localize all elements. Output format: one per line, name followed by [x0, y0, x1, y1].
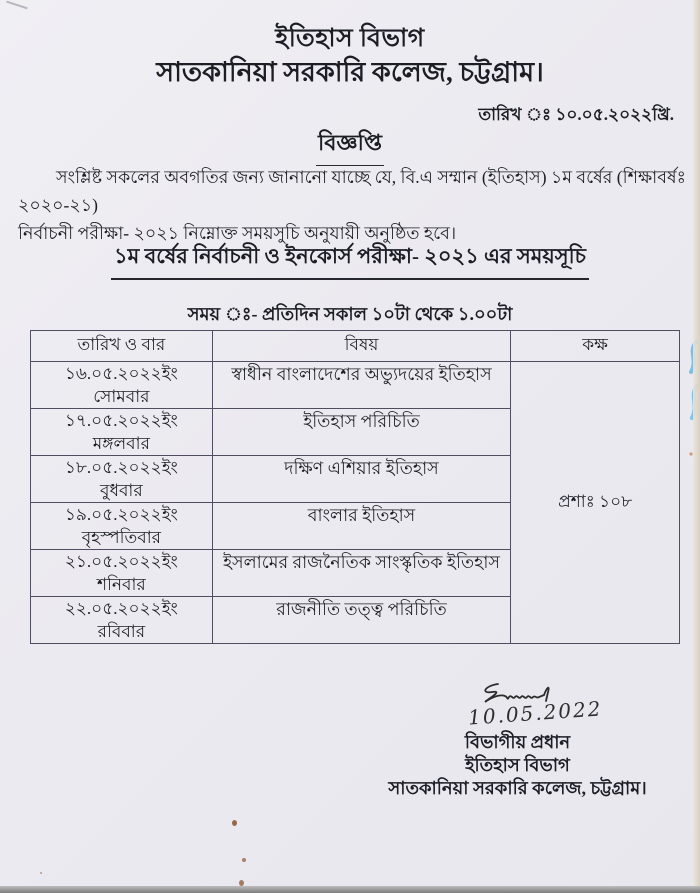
date-line: তারিখ ঃ ১০.০৫.২০২২খ্রি. [478, 105, 674, 124]
exam-day: রবিবার [97, 622, 146, 641]
signatory-block [385, 731, 650, 800]
notice-heading-wrap [0, 126, 700, 166]
date-cell [31, 409, 213, 456]
date-cell [31, 550, 213, 597]
subject-cell: দক্ষিণ এশিয়ার ইতিহাস [212, 456, 511, 503]
exam-date: ১৭.০৫.২০২২ইং [64, 411, 178, 430]
date-cell [31, 362, 213, 409]
exam-date: ২১.০৫.২০২২ইং [64, 552, 178, 571]
subject-cell: ইতিহাস পরিচিতি [212, 409, 511, 456]
exam-date: ১৮.০৫.২০২২ইং [64, 458, 178, 477]
exam-day: বৃহস্পতিবার [81, 528, 161, 547]
exam-schedule-table [30, 330, 680, 644]
paper-speck [232, 820, 237, 826]
notice-body [18, 163, 688, 247]
exam-date: ১৬.০৫.২০২২ইং [64, 364, 178, 383]
schedule-title: ১ম বর্ষের নির্বাচনী ও ইনকোর্স পরীক্ষা- ২০২১ এর সময়সূচি [111, 240, 589, 280]
date-cell [31, 503, 213, 550]
table-row [31, 362, 680, 409]
fold-mark [6, 1, 27, 9]
schedule-title-wrap [0, 240, 700, 280]
signatory-department: ইতিহাস বিভাগ [465, 755, 570, 775]
scan-right-edge [693, 0, 700, 893]
exam-date: ২২.০৫.২০২২ইং [64, 599, 178, 618]
exam-date: ১৯.০৫.২০২২ইং [64, 505, 178, 524]
subject-cell: বাংলার ইতিহাস [212, 503, 511, 550]
date-cell [31, 456, 213, 503]
col-header-room: কক্ষ [511, 331, 680, 362]
subject-cell: রাজনীতি তত্ত্ব পরিচিতি [212, 597, 511, 644]
signatory-college: সাতকানিয়া সরকারি কলেজ, চট্টগ্রাম। [388, 778, 647, 798]
signatory-title: বিভাগীয় প্রধান [464, 732, 571, 752]
col-header-subject: বিষয় [212, 331, 511, 362]
subject-cell: ইসলামের রাজনৈতিক সাংস্কৃতিক ইতিহাস [212, 550, 511, 597]
exam-day: শনিবার [96, 575, 146, 594]
department-title: ইতিহাস বিভাগ [275, 25, 425, 52]
time-note: সময় ঃ- প্রতিদিন সকাল ১০টা থেকে ১.০০টা [187, 304, 513, 324]
notice-body-line1: সংশ্লিষ্ট সকলের অবগতির জন্য জানানো যাচ্ছে যে, বি.এ সম্মান (ইতিহাস) ১ম বর্ষের (শিক্ষাবর্ষঃ ২০২০-২১) [18, 167, 686, 215]
subject-cell: স্বাধীন বাংলাদেশের অভ্যুদয়ের ইতিহাস [212, 362, 511, 409]
handwritten-date: 10.05.2022 [467, 696, 604, 730]
paper-speck [40, 872, 42, 874]
exam-day: মঙ্গলবার [92, 434, 150, 453]
exam-day: বুধবার [99, 481, 143, 500]
notice-heading: বিজ্ঞপ্তি [316, 126, 384, 166]
col-header-date: তারিখ ও বার [31, 331, 213, 362]
scan-bottom-edge [0, 886, 700, 893]
exam-day: সোমবার [93, 387, 150, 406]
notice-body-line2: নির্বাচনী পরীক্ষা- ২০২১ নিম্নোক্ত সময়সুচি অনুযায়ী অনুষ্ঠিত হবে। [18, 223, 457, 243]
table-header-row [31, 331, 680, 362]
room-cell: প্রশাঃ ১০৮ [511, 362, 680, 644]
date-cell [31, 597, 213, 644]
paper-speck [239, 880, 244, 886]
paper-speck [242, 858, 246, 862]
college-title: সাতকানিয়া সরকারি কলেজ, চট্টগ্রাম। [156, 57, 544, 87]
